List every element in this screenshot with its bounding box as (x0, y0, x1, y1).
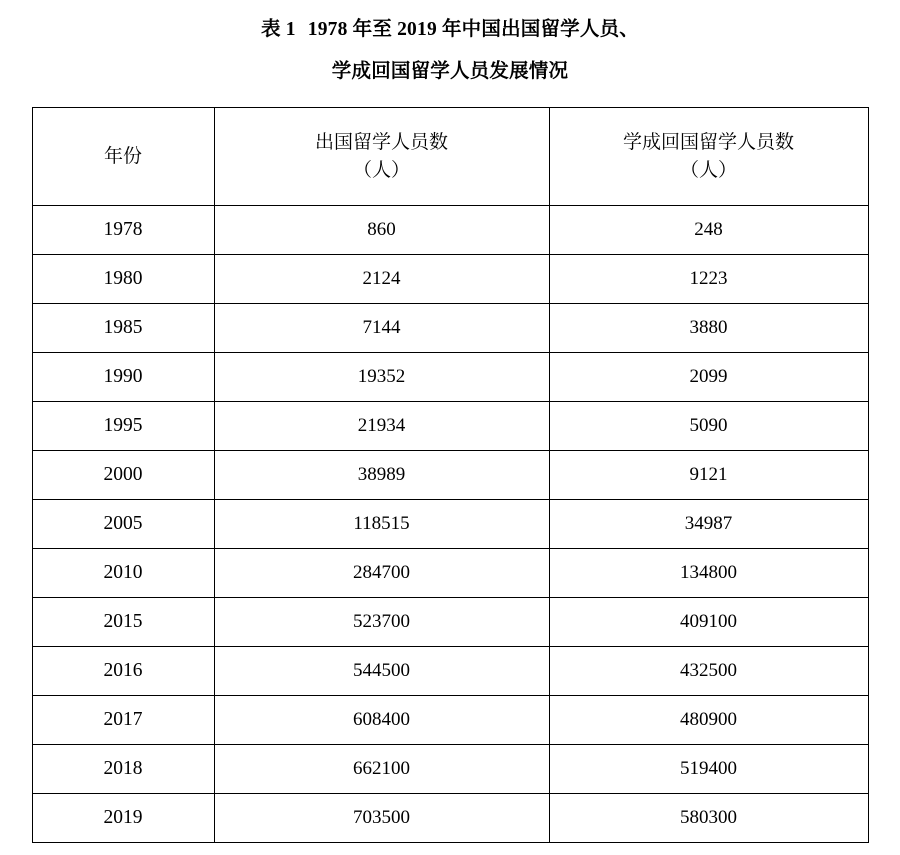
cell-year: 2010 (32, 549, 214, 598)
column-header-abroad-unit: （人） (352, 159, 410, 181)
cell-returned: 580300 (549, 794, 868, 843)
table-row (32, 745, 868, 794)
column-header-returned-main: 学成回国留学人员数 (622, 131, 794, 153)
cell-year: 1980 (32, 255, 214, 304)
caption-text-1: 1978 年至 2019 年中国出国留学人员、 (307, 19, 639, 40)
table-row (32, 255, 868, 304)
table-row (32, 206, 868, 255)
cell-year: 2016 (32, 647, 214, 696)
cell-abroad: 21934 (214, 402, 549, 451)
cell-abroad: 19352 (214, 353, 549, 402)
cell-abroad: 284700 (214, 549, 549, 598)
cell-returned: 519400 (549, 745, 868, 794)
cell-year: 1985 (32, 304, 214, 353)
cell-abroad: 860 (214, 206, 549, 255)
cell-returned: 34987 (549, 500, 868, 549)
cell-returned: 2099 (549, 353, 868, 402)
caption-label: 表 1 (261, 19, 296, 40)
cell-abroad: 38989 (214, 451, 549, 500)
cell-year: 2017 (32, 696, 214, 745)
cell-returned: 409100 (549, 598, 868, 647)
cell-abroad: 523700 (214, 598, 549, 647)
table-header (32, 108, 868, 206)
table-row (32, 304, 868, 353)
students-table (32, 107, 869, 843)
table-row (32, 696, 868, 745)
cell-year: 1990 (32, 353, 214, 402)
cell-returned: 248 (549, 206, 868, 255)
cell-abroad: 7144 (214, 304, 549, 353)
cell-returned: 3880 (549, 304, 868, 353)
cell-returned: 1223 (549, 255, 868, 304)
table-row (32, 794, 868, 843)
table-row (32, 353, 868, 402)
cell-abroad: 2124 (214, 255, 549, 304)
table-row (32, 647, 868, 696)
cell-abroad: 662100 (214, 745, 549, 794)
cell-returned: 5090 (549, 402, 868, 451)
cell-year: 1995 (32, 402, 214, 451)
table-row (32, 598, 868, 647)
cell-returned: 480900 (549, 696, 868, 745)
table-header-row (32, 108, 868, 206)
caption-line-1 (0, 0, 900, 40)
cell-abroad: 703500 (214, 794, 549, 843)
table-row (32, 549, 868, 598)
column-header-returned-unit: （人） (679, 159, 737, 181)
table-row (32, 402, 868, 451)
column-header-abroad-main: 出国留学人员数 (314, 131, 448, 153)
column-header-year-main: 年份 (103, 145, 142, 167)
cell-year: 1978 (32, 206, 214, 255)
cell-abroad: 544500 (214, 647, 549, 696)
column-header-year (32, 108, 214, 206)
cell-returned: 9121 (549, 451, 868, 500)
table-row (32, 451, 868, 500)
cell-year: 2015 (32, 598, 214, 647)
cell-abroad: 608400 (214, 696, 549, 745)
caption-line-2: 学成回国留学人员发展情况 (331, 60, 569, 82)
cell-returned: 432500 (549, 647, 868, 696)
cell-abroad: 118515 (214, 500, 549, 549)
cell-year: 2005 (32, 500, 214, 549)
table-row (32, 500, 868, 549)
cell-year: 2000 (32, 451, 214, 500)
table-body (32, 206, 868, 843)
cell-year: 2019 (32, 794, 214, 843)
cell-year: 2018 (32, 745, 214, 794)
cell-returned: 134800 (549, 549, 868, 598)
table-caption (0, 0, 900, 81)
column-header-returned (549, 108, 868, 206)
column-header-abroad (214, 108, 549, 206)
